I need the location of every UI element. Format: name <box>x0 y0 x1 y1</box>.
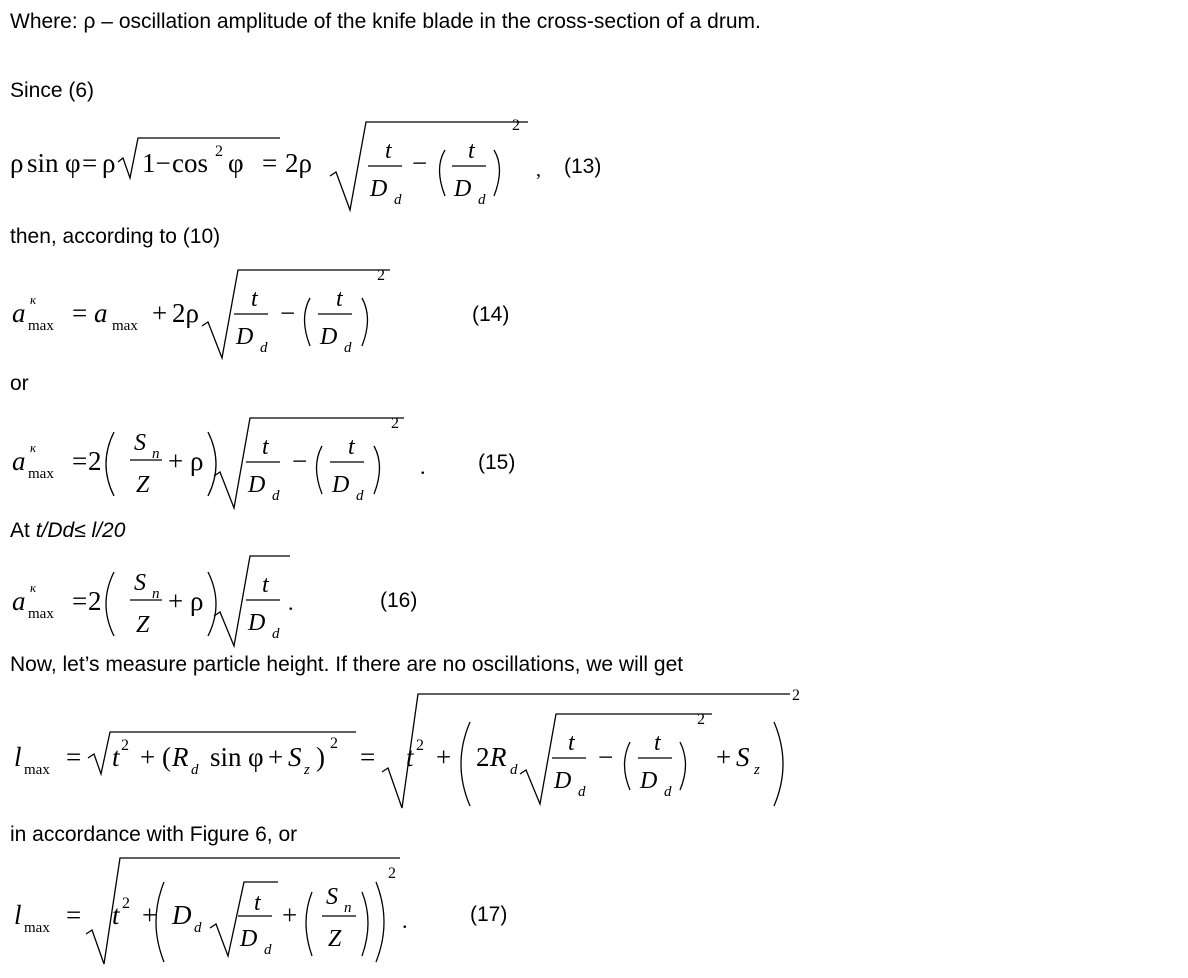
svg-text:d: d <box>664 784 672 800</box>
svg-text:Z: Z <box>136 612 150 638</box>
eq13-number: (13) <box>564 155 602 178</box>
svg-text:max: max <box>24 762 50 778</box>
svg-text:+: + <box>282 900 298 930</box>
svg-text:+: + <box>152 298 168 328</box>
svg-text:d: d <box>510 762 518 778</box>
svg-text:ρ: ρ <box>102 148 116 178</box>
svg-text:sin: sin <box>27 148 59 178</box>
svg-text:+: + <box>168 586 184 616</box>
svg-text:+: + <box>436 742 452 772</box>
svg-text:D: D <box>248 610 266 636</box>
svg-text:a: a <box>12 298 26 328</box>
svg-text:2: 2 <box>697 711 705 728</box>
svg-text:+: + <box>168 446 184 476</box>
according-paragraph: then, according to (10) <box>10 225 221 248</box>
svg-text:=: = <box>72 298 88 328</box>
svg-text:−: − <box>412 148 428 178</box>
svg-text:d: d <box>264 942 272 958</box>
svg-text:,: , <box>536 159 541 181</box>
equation-14 <box>0 258 420 368</box>
svg-text:=: = <box>262 148 278 178</box>
svg-text:=: = <box>82 148 98 178</box>
svg-text:1−: 1− <box>142 148 171 178</box>
svg-text:D: D <box>554 768 572 794</box>
svg-text:d: d <box>356 488 364 504</box>
svg-text:a: a <box>94 298 108 328</box>
svg-text:2: 2 <box>121 737 129 754</box>
svg-text:D: D <box>236 324 254 350</box>
svg-text:S: S <box>134 430 146 456</box>
svg-text:S: S <box>134 570 146 596</box>
svg-text:2: 2 <box>330 735 338 752</box>
svg-text:t: t <box>406 742 414 772</box>
svg-text:max: max <box>24 920 50 936</box>
definition-paragraph: Where: ρ – oscillation amplitude of the knife blade in the cross-section of a drum. <box>10 10 761 33</box>
svg-text:l: l <box>14 742 22 772</box>
svg-text:D: D <box>640 768 658 794</box>
svg-text:D: D <box>454 176 472 202</box>
svg-text:l: l <box>14 900 22 930</box>
condition-prefix: At <box>10 519 36 542</box>
svg-text:d: d <box>394 192 402 208</box>
svg-text:+: + <box>140 742 156 772</box>
svg-text:t: t <box>112 742 120 772</box>
svg-text:=: = <box>360 742 376 772</box>
measure-paragraph: Now, let’s measure particle height. If there are no oscillations, we will get <box>10 653 684 676</box>
svg-text:t: t <box>262 572 269 598</box>
svg-text:=: = <box>72 586 88 616</box>
svg-text:max: max <box>28 466 54 482</box>
svg-text:+: + <box>268 742 284 772</box>
svg-text:=: = <box>66 742 82 772</box>
svg-text:.: . <box>420 454 426 479</box>
svg-text:n: n <box>152 586 160 602</box>
svg-text:D: D <box>320 324 338 350</box>
svg-text:к: к <box>30 580 37 595</box>
svg-text:d: d <box>194 920 202 936</box>
svg-text:2: 2 <box>416 737 424 754</box>
svg-text:t: t <box>654 730 661 756</box>
svg-text:к: к <box>30 440 37 455</box>
since-paragraph: Since (6) <box>10 79 95 102</box>
svg-text:.: . <box>402 908 408 933</box>
svg-text:t: t <box>336 286 343 312</box>
svg-text:2: 2 <box>388 865 396 882</box>
svg-text:2: 2 <box>792 687 800 704</box>
svg-text:R: R <box>490 742 507 772</box>
svg-text:(: ( <box>162 742 171 772</box>
equation-16 <box>0 548 340 648</box>
svg-text:к: к <box>30 292 37 307</box>
svg-text:max: max <box>28 318 54 334</box>
svg-text:2: 2 <box>122 895 130 912</box>
svg-text:D: D <box>332 472 350 498</box>
svg-text:t: t <box>568 730 575 756</box>
or-paragraph: or <box>10 372 29 395</box>
figure-paragraph: in accordance with Figure 6, or <box>10 823 298 846</box>
svg-text:t: t <box>468 138 475 164</box>
svg-text:d: d <box>344 340 352 356</box>
svg-text:D: D <box>240 926 258 952</box>
svg-text:2: 2 <box>88 446 102 476</box>
svg-text:2: 2 <box>215 143 223 160</box>
svg-text:cos: cos <box>172 148 208 178</box>
svg-text:+: + <box>142 900 158 930</box>
svg-text:ρ: ρ <box>190 446 204 476</box>
svg-text:φ: φ <box>248 742 264 772</box>
condition-expression: t/Dd≤ l/20 <box>35 519 126 542</box>
svg-text:t: t <box>348 434 355 460</box>
svg-text:t: t <box>254 890 261 916</box>
svg-text:2: 2 <box>88 586 102 616</box>
svg-text:φ: φ <box>65 148 81 178</box>
svg-text:ρ: ρ <box>190 586 204 616</box>
svg-text:max: max <box>28 606 54 622</box>
svg-text:sin: sin <box>210 742 242 772</box>
svg-text:): ) <box>316 742 325 772</box>
equation-15 <box>0 404 440 516</box>
svg-text:max: max <box>112 318 138 334</box>
svg-text:−: − <box>280 298 296 328</box>
eq17-number: (17) <box>470 903 508 926</box>
svg-text:z: z <box>304 762 310 778</box>
svg-text:2: 2 <box>391 415 399 432</box>
equation-13 <box>0 110 620 220</box>
svg-text:S: S <box>736 742 750 772</box>
svg-text:+: + <box>716 742 732 772</box>
svg-text:S: S <box>288 742 302 772</box>
svg-text:a: a <box>12 586 26 616</box>
condition-paragraph <box>10 518 125 544</box>
svg-text:−: − <box>598 742 614 772</box>
svg-text:D: D <box>248 472 266 498</box>
svg-text:d: d <box>272 488 280 504</box>
svg-text:S: S <box>326 884 338 910</box>
svg-text:a: a <box>12 446 26 476</box>
svg-text:t: t <box>112 900 120 930</box>
svg-text:2: 2 <box>476 742 490 772</box>
svg-text:2: 2 <box>512 117 520 134</box>
svg-text:d: d <box>272 626 280 642</box>
svg-text:Z: Z <box>136 472 150 498</box>
svg-text:D: D <box>172 900 192 930</box>
svg-text:Z: Z <box>328 926 342 952</box>
svg-text:t: t <box>385 138 392 164</box>
svg-text:t: t <box>251 286 258 312</box>
eq16-number: (16) <box>380 589 418 612</box>
eq15-number: (15) <box>478 451 516 474</box>
svg-text:=: = <box>72 446 88 476</box>
svg-text:n: n <box>152 446 160 462</box>
svg-text:.: . <box>288 590 294 615</box>
svg-text:d: d <box>191 762 199 778</box>
svg-text:2: 2 <box>377 267 385 284</box>
equation-lmax-no-oscillation <box>0 686 820 816</box>
svg-text:ρ: ρ <box>10 148 24 178</box>
svg-text:2ρ: 2ρ <box>172 298 199 328</box>
svg-text:2ρ: 2ρ <box>285 148 312 178</box>
svg-text:D: D <box>370 176 388 202</box>
svg-text:n: n <box>344 900 352 916</box>
svg-text:d: d <box>260 340 268 356</box>
svg-text:=: = <box>66 900 82 930</box>
svg-text:R: R <box>172 742 189 772</box>
svg-text:φ: φ <box>228 148 244 178</box>
svg-text:d: d <box>578 784 586 800</box>
svg-text:d: d <box>478 192 486 208</box>
eq14-number: (14) <box>472 303 510 326</box>
svg-text:−: − <box>292 446 308 476</box>
svg-text:z: z <box>754 762 760 778</box>
equation-17 <box>0 852 440 972</box>
svg-text:t: t <box>262 434 269 460</box>
